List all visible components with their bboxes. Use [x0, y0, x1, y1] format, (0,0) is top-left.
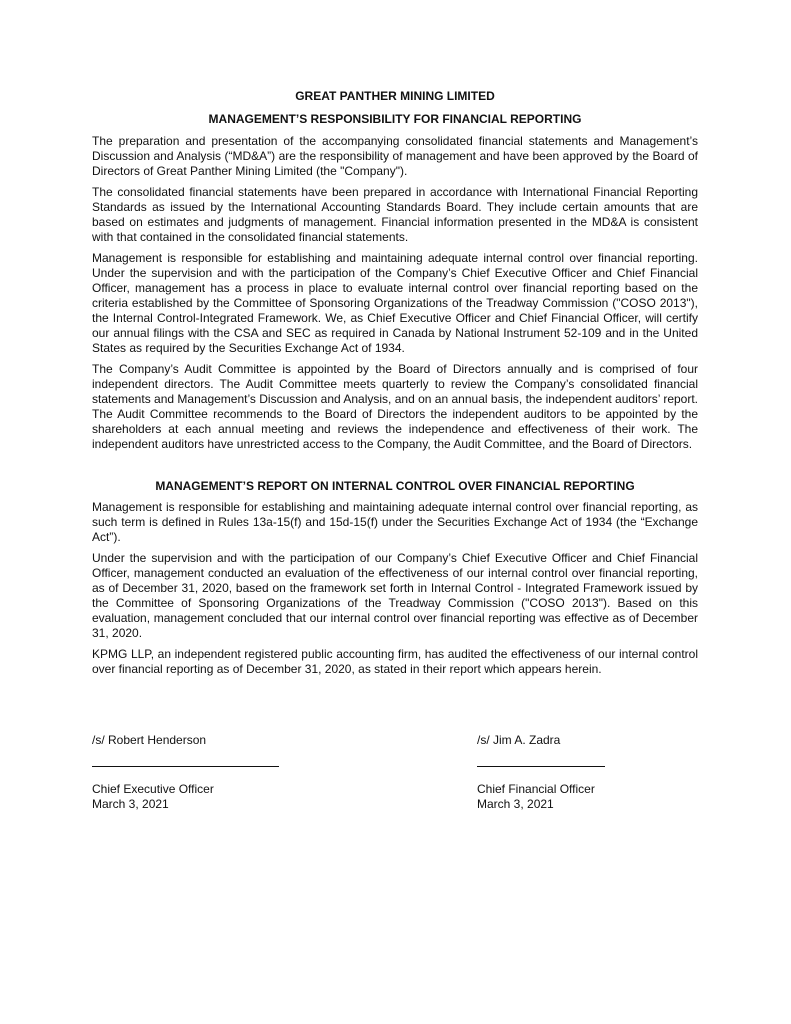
ceo-signature-line	[92, 766, 279, 767]
cfo-signature-title: Chief Financial Officer	[477, 782, 595, 796]
section2-paragraph: KPMG LLP, an independent registered public accounting firm, has audited the effectiveness of our internal control over financial reporting as of December 31, 2020, as stated in their report which appears herein.	[92, 647, 698, 676]
ceo-signature-date: March 3, 2021	[92, 797, 169, 811]
document-page	[92, 89, 698, 683]
company-title: GREAT PANTHER MINING LIMITED	[295, 89, 495, 103]
cfo-signature-date: March 3, 2021	[477, 797, 554, 811]
section2-paragraph: Under the supervision and with the participation of our Company’s Chief Executive Officer and Chief Financial Officer, management conducted an evaluation of the effectiveness of our internal control over financial reporting, as of December 31, 2020, based on the framework set forth in Internal Control - Integrated Framework issued by the Committee of Sponsoring Organizations of the Treadway Commission ("COSO 2013"). Based on this evaluation, management concluded that our internal control over financial reporting was effective as of December 31, 2020.	[92, 551, 698, 640]
cfo-signature	[477, 733, 605, 812]
section1-paragraph: The consolidated financial statements have been prepared in accordance with International Financial Reporting Standards as issued by the International Accounting Standards Board. They include certain amounts that are based on estimates and judgments of management. Financial information presented in the MD&A is consistent with that contained in the consolidated financial statements.	[92, 185, 698, 244]
section2-body	[92, 500, 698, 677]
section1-title: MANAGEMENT’S RESPONSIBILITY FOR FINANCIAL REPORTING	[208, 112, 582, 126]
ceo-signature-title: Chief Executive Officer	[92, 782, 214, 796]
ceo-signature	[92, 733, 279, 812]
cfo-signature-name: /s/ Jim A. Zadra	[477, 733, 561, 747]
section1-body	[92, 134, 698, 452]
ceo-signature-name: /s/ Robert Henderson	[92, 733, 207, 747]
section1-paragraph: The Company’s Audit Committee is appointed by the Board of Directors annually and is comprised of four independent directors. The Audit Committee meets quarterly to review the Company’s consolidated financial statements and Management’s Discussion and Analysis, and on an annual basis, the independent auditors’ report. The Audit Committee recommends to the Board of Directors the independent auditors to be appointed by the shareholders at each annual meeting and reviews the independence and effectiveness of their work. The independent auditors have unrestricted access to the Company, the Audit Committee, and the Board of Directors.	[92, 362, 698, 451]
section1-paragraph: Management is responsible for establishing and maintaining adequate internal control over financial reporting. Under the supervision and with the participation of the Company’s Chief Executive Officer and Chief Financial Officer, management has a process in place to evaluate internal control over financial reporting based on the criteria established by the Committee of Sponsoring Organizations of the Treadway Commission ("COSO 2013"), the Internal Control-Integrated Framework. We, as Chief Executive Officer and Chief Financial Officer, will certify our annual filings with the CSA and SEC as required in Canada by National Instrument 52-109 and in the United States as required by the Securities Exchange Act of 1934.	[92, 251, 698, 355]
cfo-signature-line	[477, 766, 605, 767]
section2-title: MANAGEMENT’S REPORT ON INTERNAL CONTROL OVER FINANCIAL REPORTING	[155, 479, 635, 493]
section1-paragraph: The preparation and presentation of the accompanying consolidated financial statements and Management’s Discussion and Analysis (“MD&A”) are the responsibility of management and have been approved by the Board of Directors of Great Panther Mining Limited (the "Company").	[92, 134, 698, 178]
section2-paragraph: Management is responsible for establishing and maintaining adequate internal control over financial reporting, as such term is defined in Rules 13a-15(f) and 15d-15(f) under the Securities Exchange Act of 1934 (the “Exchange Act”).	[92, 500, 698, 544]
